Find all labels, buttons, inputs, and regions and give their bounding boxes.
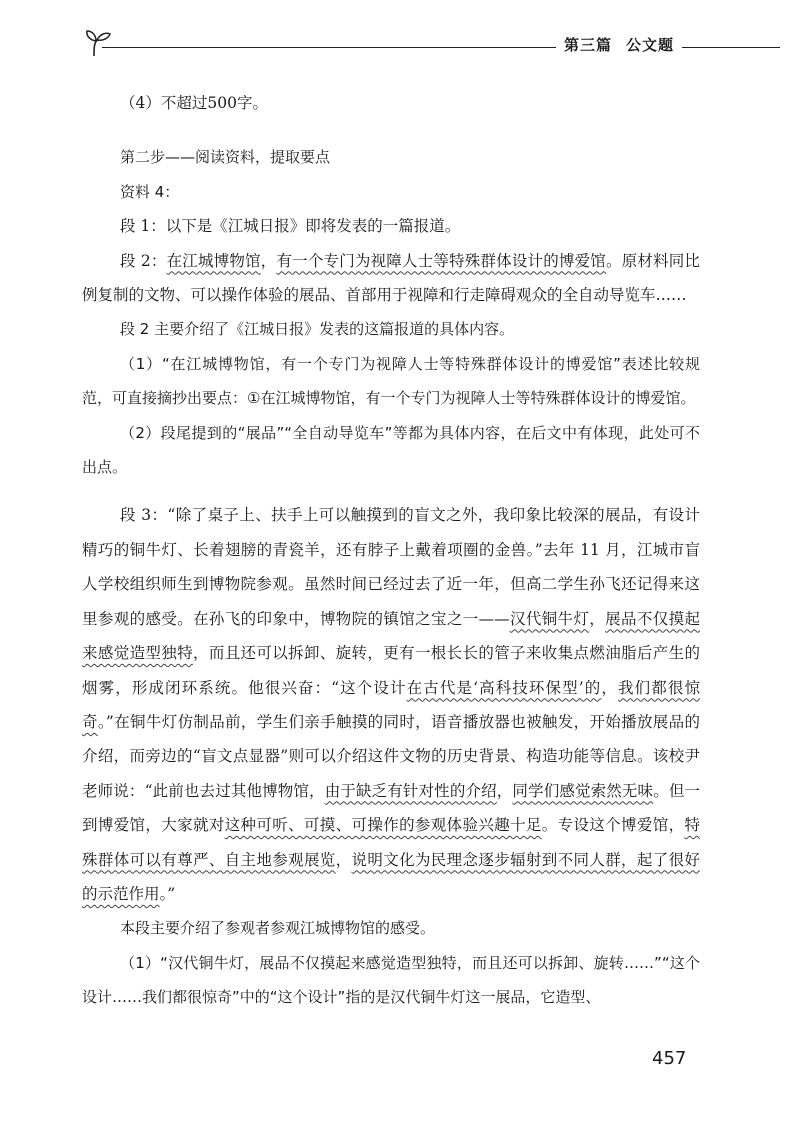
header-section: 公文题 xyxy=(625,36,674,54)
underlined-phrase: 汉代铜牛灯 xyxy=(509,609,590,628)
para3-text: 段 3：“除了桌子上、扶手上可以触摸到的盲文之外，我印象比较深的展品，有设计精巧的铜牛灯、长着翅膀的青瓷羊，还有脖子上戴着项圈的金兽。”去年 11 月，江城市盲人学校组织师生到博物院参观。虽然时间已经过去了近一年，但高二学生孙飞还记得来这里参观的感受。在孙飞的印象中，博物院的镇馆之宝之一—— xyxy=(82,506,700,628)
requirement-item-4: （4）不超过500字。 xyxy=(120,94,268,112)
para3-text: ， xyxy=(335,850,352,869)
header-part: 第三篇 xyxy=(563,36,612,54)
paragraph-1: 段 1：以下是《江城日报》即将发表的一篇报道。 xyxy=(120,217,461,236)
underlined-phrase: 由于缺乏有针对性的介绍 xyxy=(324,781,497,800)
underlined-phrase: 说明文化为民理念逐步辐射到不同人群，起了很好的示范作用 xyxy=(82,850,700,903)
sprout-icon xyxy=(80,28,114,58)
para3-text: 。专设这个博爱馆， xyxy=(541,816,685,835)
underlined-phrase: 我们都很惊奇 xyxy=(82,678,700,731)
para3-text: ， xyxy=(601,678,619,697)
underlined-phrase: 同学们感觉索然无味 xyxy=(512,781,654,800)
para2-prefix: 段 2： xyxy=(120,251,167,270)
analysis-note-2-1: （1）“在江城博物馆，有一个专门为视障人士等特殊群体设计的博爱馆”表述比较规范，可直接摘抄出要点：①在江城博物馆，有一个专门为视障人士等特殊群体设计的博爱馆。 xyxy=(82,354,700,408)
page-number: 457 xyxy=(652,1048,687,1069)
analysis-summary-3: 本段主要介绍了参观者参观江城博物馆的感受。 xyxy=(120,919,436,938)
underlined-phrase: 展品不仅摸起来感觉造型独特 xyxy=(82,609,700,663)
para3-text: ， xyxy=(496,781,513,800)
para2-comma: ， xyxy=(260,251,277,270)
para3-text: 。但一到博爱馆，大家就对 xyxy=(82,781,700,835)
paragraph-3 xyxy=(82,498,700,911)
underlined-phrase: 这种可听、可摸、可操作的参观体验兴趣十足 xyxy=(224,816,542,835)
para3-text: 。” xyxy=(159,884,176,903)
header-title xyxy=(556,34,682,55)
para3-text: 。”在铜牛灯仿制品前，学生们亲手触摸的同时，语音播放器也被触发，开始播放展品的介绍，而旁边的“盲文点显器”则可以介绍这件文物的历史背景、构造功能等信息。该校尹老师说：“此前也去过其他博物馆， xyxy=(82,712,700,800)
running-header xyxy=(80,28,780,58)
para3-text: ，而且还可以拆卸、旋转，更有一根长长的管子来收集点燃油脂后产生的烟雾，形成闭环系统。他很兴奋：“这个设计 xyxy=(82,644,700,697)
paragraph-2 xyxy=(82,244,700,313)
analysis-note-2-2: （2）段尾提到的“展品”“全自动导览车”等都为具体内容，在后文中有体现，此处可不出点。 xyxy=(82,423,700,477)
material-label: 资料 4： xyxy=(120,182,180,201)
underlined-phrase: 在江城博物馆 xyxy=(166,251,261,270)
para3-text: ， xyxy=(589,609,606,628)
underlined-phrase: 有一个专门为视障人士等特殊群体设计的博爱馆 xyxy=(276,251,606,270)
underlined-phrase: 在古代是‘高科技环保型’的 xyxy=(406,678,602,697)
page-content xyxy=(82,86,700,1015)
analysis-note-3-1: （1）“汉代铜牛灯，展品不仅摸起来感觉造型独特，而且还可以拆卸、旋转……”“这个设计……我们都很惊奇”中的“这个设计”指的是汉代铜牛灯这一展品，它造型、 xyxy=(82,953,700,1007)
analysis-summary-2: 段 2 主要介绍了《江城日报》发表的这篇报道的具体内容。 xyxy=(120,320,515,339)
underlined-phrase: 特殊群体可以有尊严、自主地参观展览 xyxy=(82,816,700,869)
para2-rest: 。原材料同比例复制的文物、可以操作体验的展品、首部用于视障和行走障碍观众的全自动导览车…… xyxy=(82,251,700,305)
step-heading: 第二步——阅读资料，提取要点 xyxy=(120,148,331,167)
